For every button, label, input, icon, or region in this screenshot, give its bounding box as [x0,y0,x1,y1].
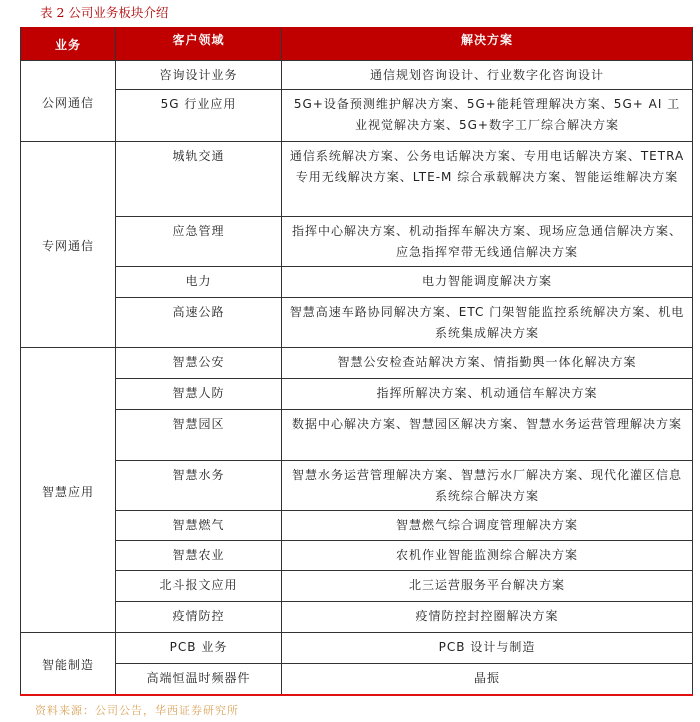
solution-cell: 5G+设备预测维护解决方案、5G+能耗管理解决方案、5G+ AI 工业视觉解决方案、5G+数字工厂综合解决方案 [282,90,693,142]
table-row [21,410,693,461]
table-row [21,267,693,298]
business-cell: 智慧应用 [21,348,116,633]
domain-cell: PCB 业务 [116,633,282,664]
domain-cell: 北斗报文应用 [116,571,282,602]
domain-cell: 智慧人防 [116,379,282,410]
table-row [21,217,693,267]
header-solution: 解决方案 [282,28,693,61]
solution-cell: 通信系统解决方案、公务电话解决方案、专用电话解决方案、TETRA 专用无线解决方案、LTE-M 综合承载解决方案、智能运维解决方案 [282,142,693,217]
table-row [21,541,693,571]
table-row [21,61,693,90]
table-row [21,571,693,602]
domain-cell: 智慧公安 [116,348,282,379]
solution-cell: 疫情防控封控圈解决方案 [282,602,693,633]
table-row [21,298,693,348]
solution-cell: 智慧燃气综合调度管理解决方案 [282,511,693,541]
domain-cell: 应急管理 [116,217,282,267]
domain-cell: 智慧园区 [116,410,282,461]
table-row [21,142,693,217]
business-cell: 专网通信 [21,142,116,348]
domain-cell: 城轨交通 [116,142,282,217]
business-cell: 公网通信 [21,61,116,142]
solution-cell: 北三运营服务平台解决方案 [282,571,693,602]
business-cell: 智能制造 [21,633,116,695]
domain-cell: 高速公路 [116,298,282,348]
solution-cell: 数据中心解决方案、智慧园区解决方案、智慧水务运营管理解决方案 [282,410,693,461]
header-row [21,28,693,61]
domain-cell: 智慧水务 [116,461,282,511]
domain-cell: 5G 行业应用 [116,90,282,142]
business-segments-table [20,28,693,696]
solution-cell: 电力智能调度解决方案 [282,267,693,298]
table-row [21,379,693,410]
table-row [21,602,693,633]
domain-cell: 高端恒温时频器件 [116,664,282,695]
solution-cell: 晶振 [282,664,693,695]
solution-cell: 智慧公安检查站解决方案、情指勤舆一体化解决方案 [282,348,693,379]
domain-cell: 电力 [116,267,282,298]
table-caption: 表 2 公司业务板块介绍 [40,5,169,20]
solution-cell: 智慧高速车路协同解决方案、ETC 门架智能监控系统解决方案、机电系统集成解决方案 [282,298,693,348]
solution-cell: 农机作业智能监测综合解决方案 [282,541,693,571]
table-row [21,511,693,541]
header-domain: 客户领域 [116,28,282,61]
table-row [21,633,693,664]
domain-cell: 咨询设计业务 [116,61,282,90]
table-row [21,461,693,511]
domain-cell: 智慧农业 [116,541,282,571]
solution-cell: 指挥中心解决方案、机动指挥车解决方案、现场应急通信解决方案、应急指挥窄带无线通信解决方案 [282,217,693,267]
table-row [21,664,693,695]
solution-cell: PCB 设计与制造 [282,633,693,664]
solution-cell: 指挥所解决方案、机动通信车解决方案 [282,379,693,410]
solution-cell: 通信规划咨询设计、行业数字化咨询设计 [282,61,693,90]
table-row [21,348,693,379]
domain-cell: 智慧燃气 [116,511,282,541]
solution-cell: 智慧水务运营管理解决方案、智慧污水厂解决方案、现代化灌区信息系统综合解决方案 [282,461,693,511]
header-business: 业务 [21,28,116,61]
table-row [21,90,693,142]
source-note: 资料来源：公司公告，华西证券研究所 [35,704,239,717]
domain-cell: 疫情防控 [116,602,282,633]
